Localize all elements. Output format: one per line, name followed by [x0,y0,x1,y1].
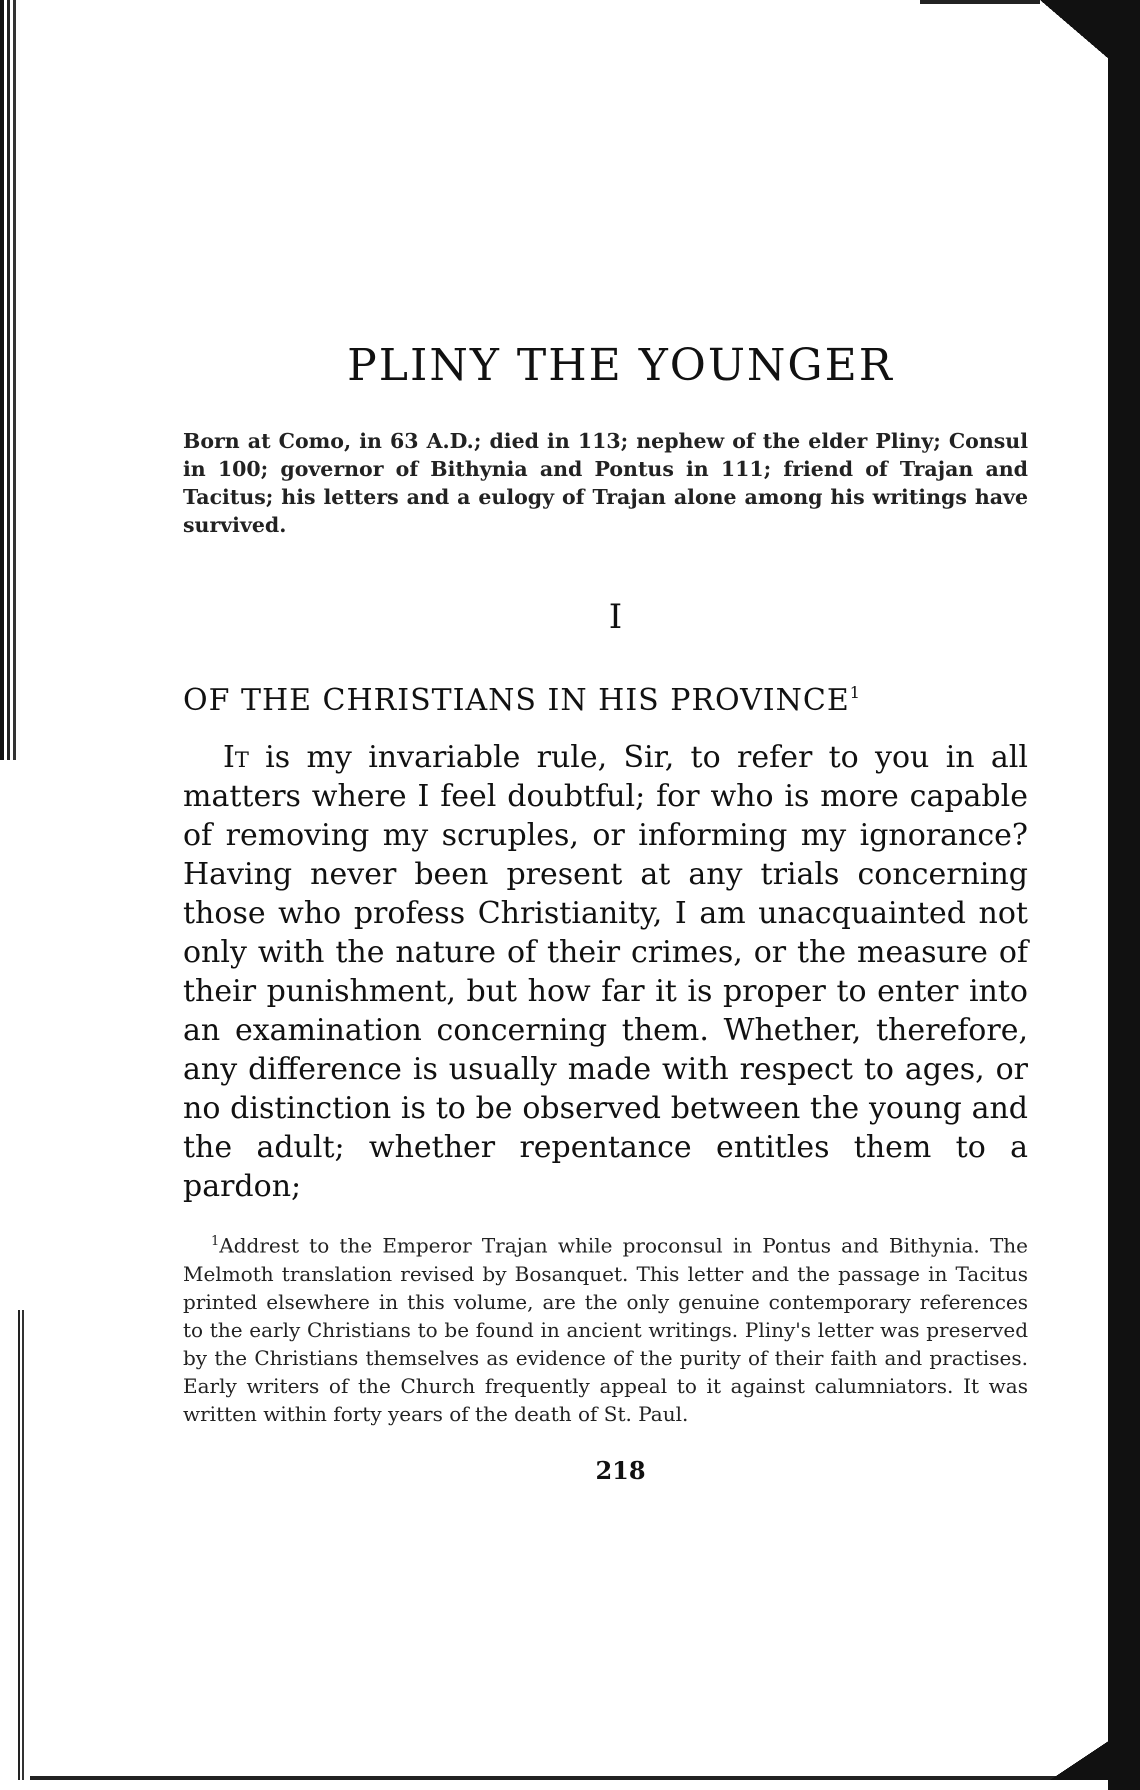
body-text: is my invariable rule, Sir, to refer to you in all matters where I feel doubtful; for who is more capable of removing my scruples, or informing my ignorance? Having never been present at any trials concerning those who profess Christianity, I am unacquainted not only with the nature of their crimes, or the measure of their punishment, but how far it is proper to enter into an examination concerning them. Whether, therefore, any difference is usually made with respect to ages, or no distinction is to be observed between the young and the adult; whether repentance entitles them to a pardon; [183,740,1028,1204]
section-heading-text: OF THE CHRISTIANS IN HIS PROVINCE [183,683,850,718]
author-intro: Born at Como, in 63 A.D.; died in 113; nephew of the elder Pliny; Consul in 100; governor of Bithynia and Pontus in 111; friend of Trajan and Tacitus; his letters and a eulogy of Trajan alone among his writings have survived. [183,429,1028,537]
footnote [183,1228,1028,1428]
body-paragraph [183,738,1028,1206]
scan-edge-left-top [0,0,22,760]
scan-edge-bottom-wedge [1050,1740,1110,1780]
page-title: PLINY THE YOUNGER [347,340,894,391]
page-number: 218 [595,1455,646,1485]
scan-edge-top-line [920,0,1040,4]
section-number: I [608,597,623,637]
body-first-word: It [223,740,249,775]
scan-edge-right [1108,0,1140,1790]
scan-edge-right-wedge [1040,0,1110,60]
scan-edge-bottom [30,1776,1110,1780]
footnote-mark: 1 [211,1234,220,1249]
book-page [183,340,1028,1485]
section-heading [183,683,1028,718]
footnote-text: Addrest to the Emperor Trajan while proconsul in Pontus and Bithynia. The Melmoth translation revised by Bosanquet. This letter and the passage in Tacitus printed elsewhere in this volume, are the only genuine contemporary references to the early Christians to be found in ancient writings. Pliny's letter was preserved by the Christians themselves as evidence of the purity of their faith and practises. Early writers of the Church frequently appeal to it against calumniators. It was written within forty years of the death of St. Paul. [183,1233,1028,1426]
scan-edge-left-bottom [18,1310,24,1780]
heading-footnote-mark: 1 [849,683,861,702]
